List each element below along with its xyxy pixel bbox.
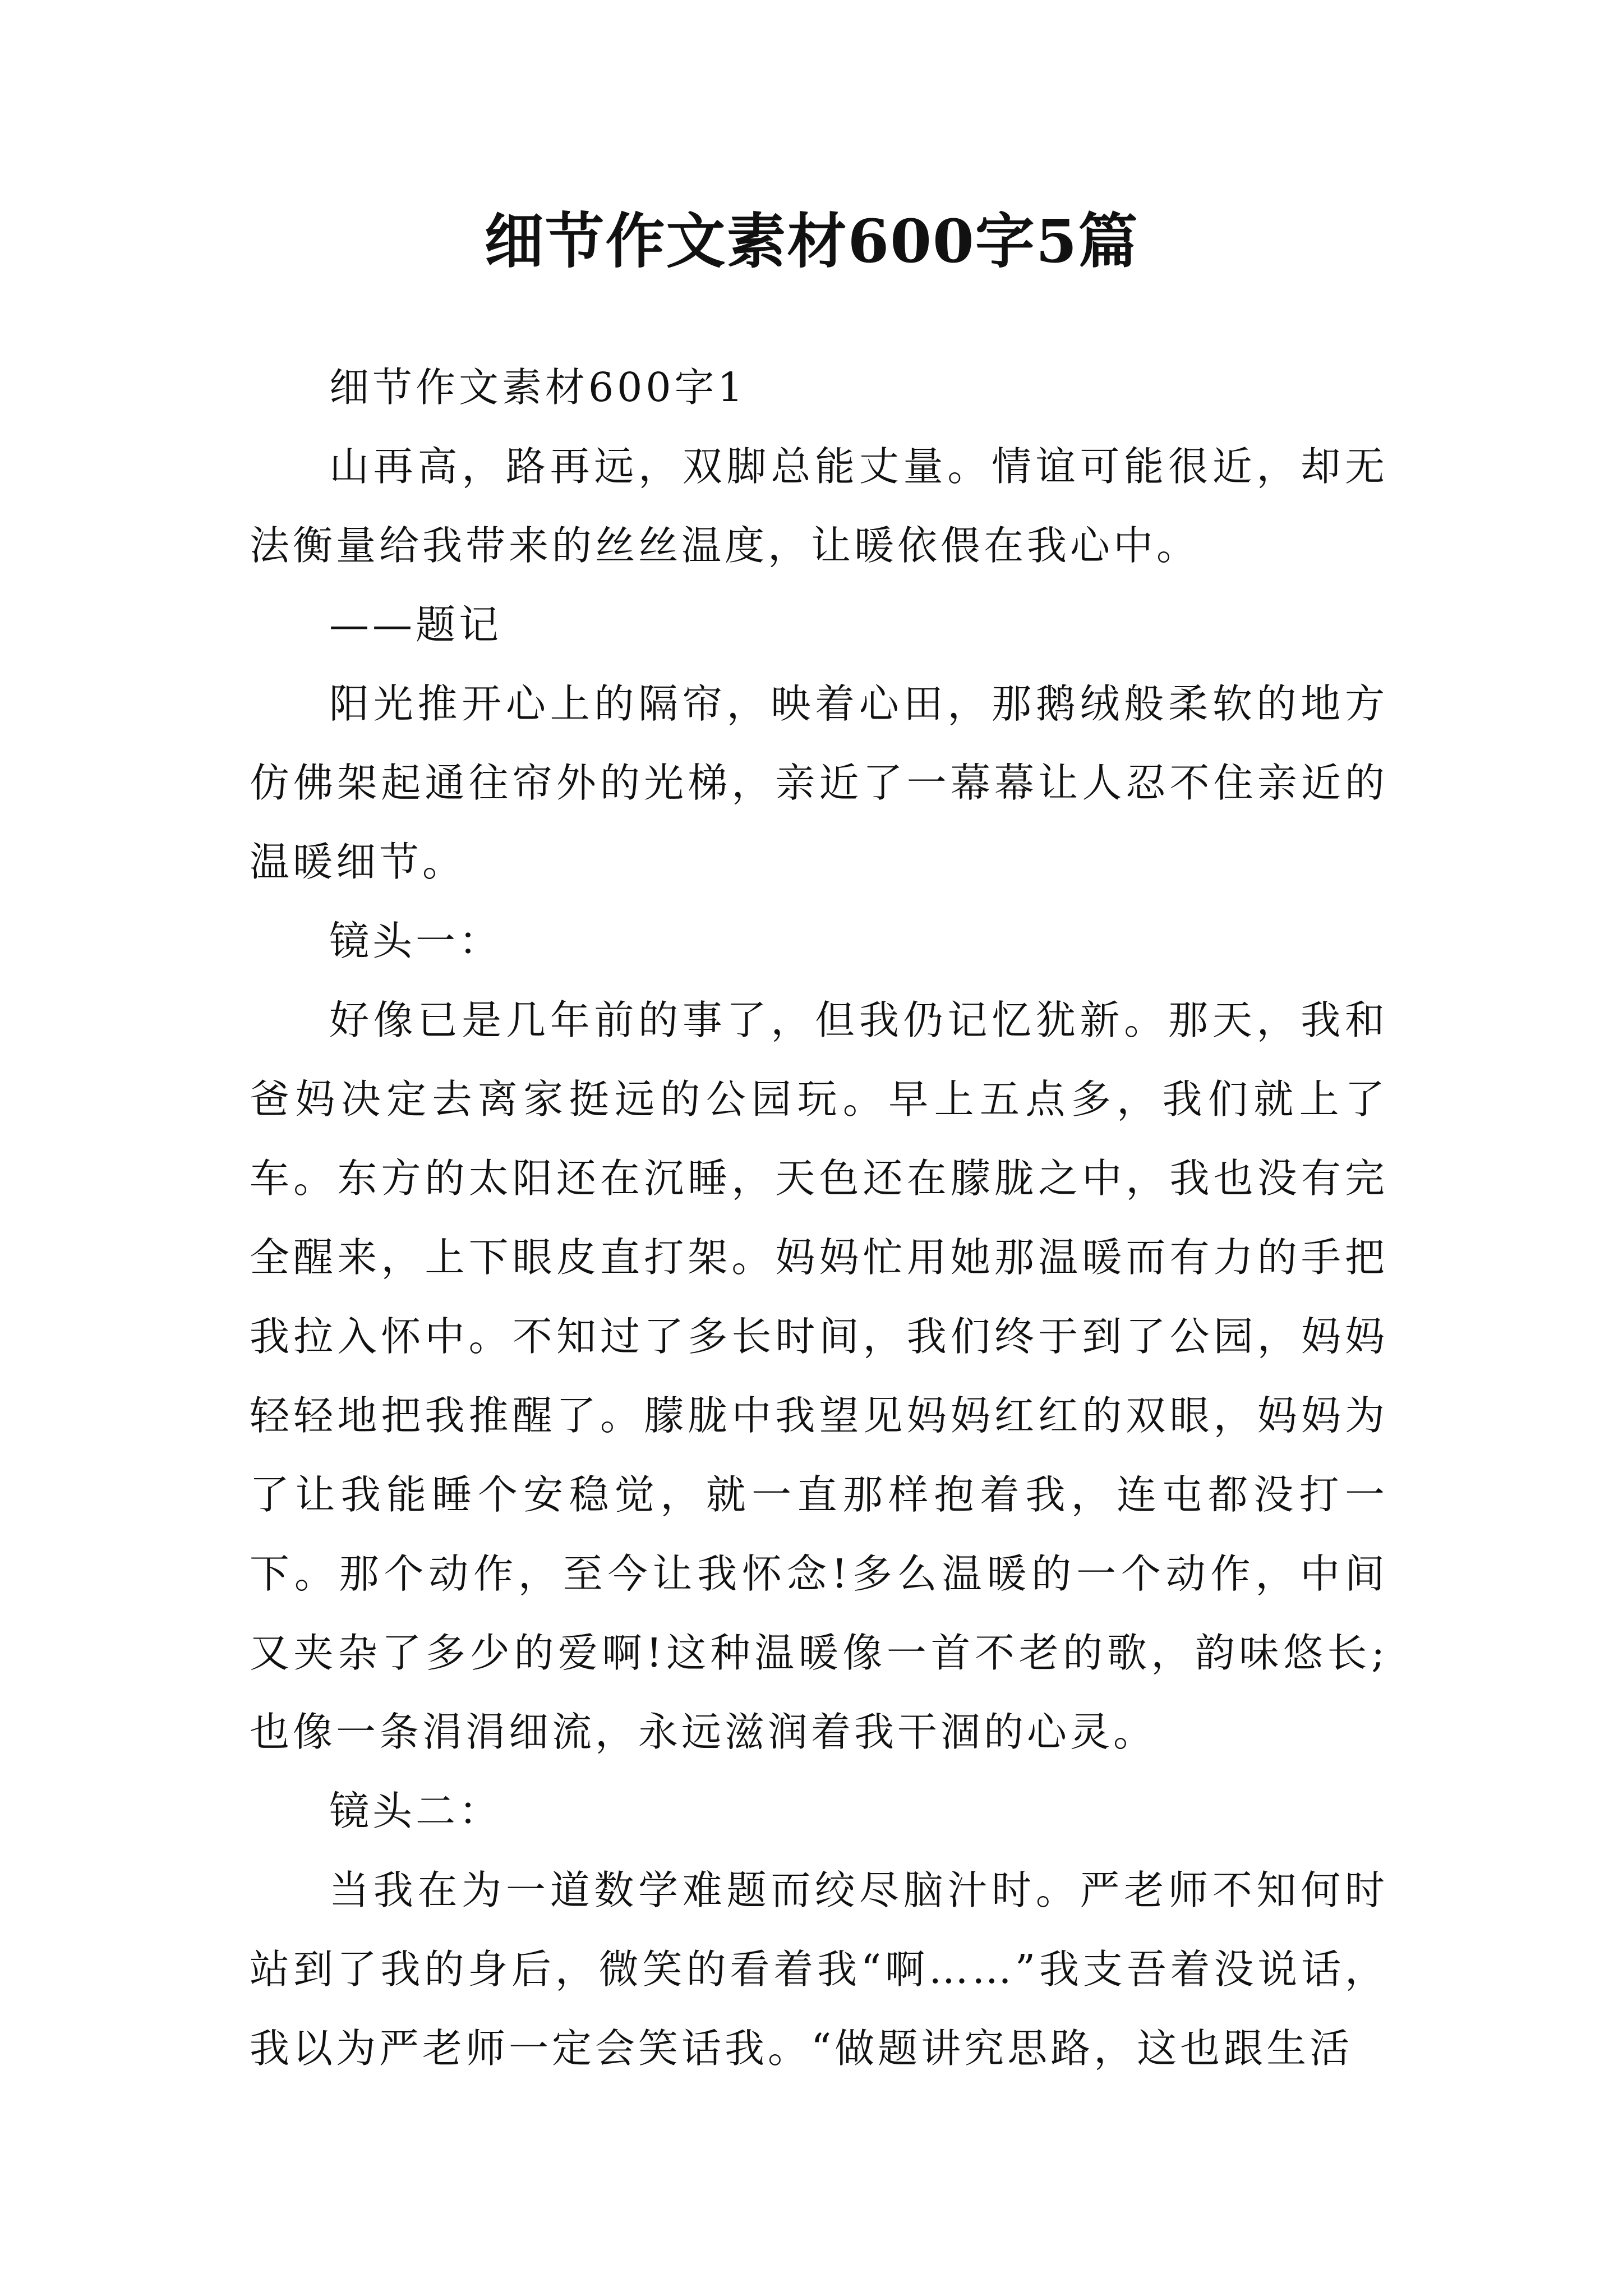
section-heading: 细节作文素材600字1 <box>329 364 746 411</box>
document-body <box>250 348 1388 2088</box>
intro-paragraph: 阳光推开心上的隔帘，映着心田，那鹅绒般柔软的地方仿佛架起通往帘外的光梯，亲近了一幕幕让人忍不住亲近的温暖细节。 <box>250 680 1388 885</box>
epigraph-paragraph: 山再高，路再远，双脚总能丈量。情谊可能很近，却无法衡量给我带来的丝丝温度，让暖依偎在我心中。 <box>250 443 1388 569</box>
document-title: 细节作文素材600字5篇 <box>484 206 1139 276</box>
scene-one-paragraph: 好像已是几年前的事了，但我仍记忆犹新。那天，我和爸妈决定去离家挺远的公园玩。早上五点多，我们就上了车。东方的太阳还在沉睡，天色还在朦胧之中，我也没有完全醒来，上下眼皮直打架。妈妈忙用她那温暖而有力的手把我拉入怀中。不知过了多长时间，我们终于到了公园，妈妈轻轻地把我推醒了。朦胧中我望见妈妈红红的双眼，妈妈为了让我能睡个安稳觉，就一直那样抱着我，连屯都没打一下。那个动作，至今让我怀念!多么温暖的一个动作，中间又夹杂了多少的爱啊!这种温暖像一首不老的歌，韵味悠长;也像一条涓涓细流，永远滋润着我干涸的心灵。 <box>250 997 1388 1755</box>
scene-two-heading: 镜头二： <box>329 1788 502 1834</box>
scene-one-heading: 镜头一： <box>329 918 502 964</box>
scene-two-paragraph: 当我在为一道数学难题而绞尽脑汁时。严老师不知何时站到了我的身后，微笑的看着我“啊……”我支吾着没说话，我以为严老师一定会笑话我。“做题讲究思路，这也跟生活 <box>250 1867 1388 2072</box>
epigraph-attribution: ——题记 <box>329 601 502 648</box>
